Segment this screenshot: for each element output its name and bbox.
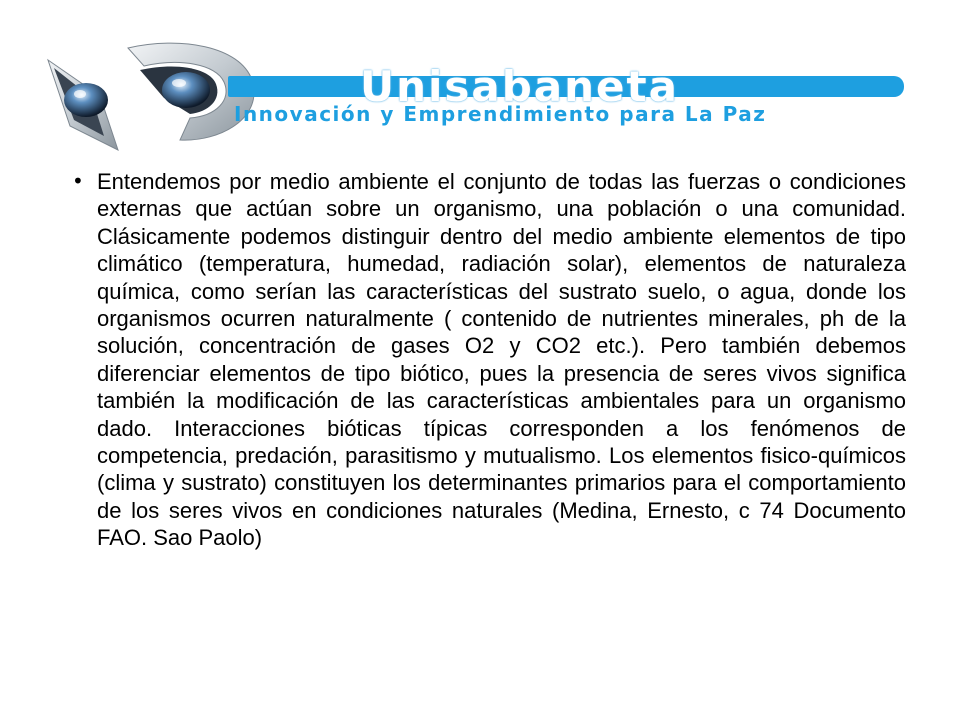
brand-tagline: Innovación y Emprendimiento para La Paz xyxy=(234,102,767,126)
slide-content xyxy=(72,168,906,552)
bullet-icon: • xyxy=(72,169,84,193)
bullet-text: Entendemos por medio ambiente el conjunto de todas las fuerzas o condiciones externas que actúan sobre un organismo, una población o una comunidad. Clásicamente podemos distinguir dentro del medio ambiente elementos de tipo climático (temperatura, humedad, radiación solar), elementos de naturaleza química, como serían las características del sustrato suelo, o agua, donde los organismos ocurren naturalmente ( contenido de nutrientes minerales, ph de la solución, concentración de gases O2 y CO2 etc.). Pero también debemos diferenciar elementos de tipo biótico, pues la presencia de seres vivos significa también la modificación de las características ambientales para un organismo dado. Interacciones bióticas típicas corresponden a los fenómenos de competencia, predación, parasitismo y mutualismo. Los elementos fisico-químicos (clima y sustrato) constituyen los determinantes primarios para el comportamiento de los seres vivos en condiciones naturales (Medina, Ernesto, c 74 Documento FAO. Sao Paolo) xyxy=(97,169,906,551)
unisabaneta-logo-icon xyxy=(40,38,290,158)
brand-name: Unisabaneta xyxy=(360,62,679,111)
header xyxy=(0,0,960,170)
bullet-item xyxy=(72,168,906,552)
